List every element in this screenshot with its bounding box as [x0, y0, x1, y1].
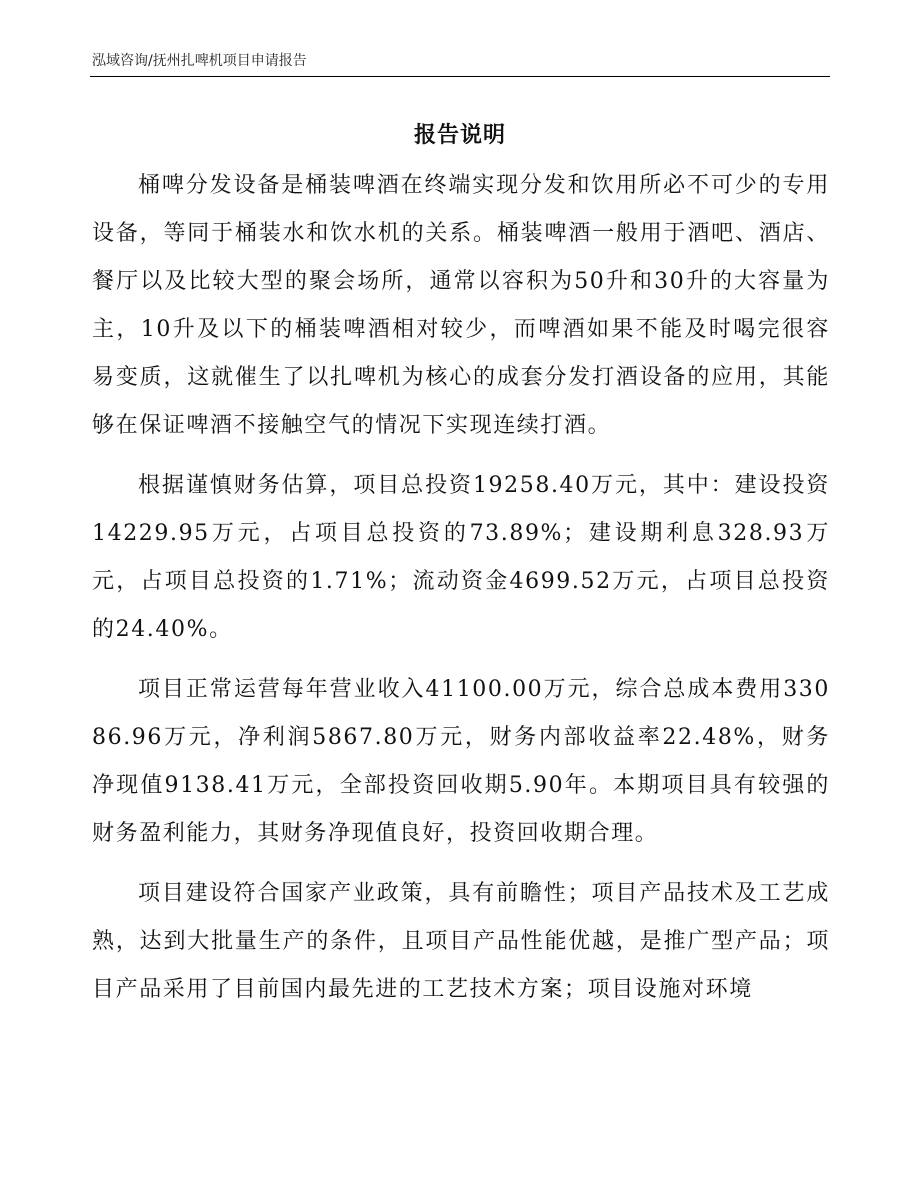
paragraph-operations: 项目正常运营每年营业收入41100.00万元，综合总成本费用33086.96万元，净利润5867.80万元，财务内部收益率22.48%，财务净现值9138.41万元，全部投资回收期5.90年。本期项目具有较强的财务盈利能力，其财务净现值良好，投资回收期合理。	[92, 677, 830, 846]
paragraph-investment: 根据谨慎财务估算，项目总投资19258.40万元，其中：建设投资14229.95万元，占项目总投资的73.89%；建设期利息328.93万元，占项目总投资的1.71%；流动资金4699.52万元，占项目总投资的24.40%。	[92, 473, 830, 642]
document-body	[92, 162, 830, 1026]
header-divider	[90, 76, 830, 77]
paragraph-policy: 项目建设符合国家产业政策，具有前瞻性；项目产品技术及工艺成熟，达到大批量生产的条件，且项目产品性能优越，是推广型产品；项目产品采用了目前国内最先进的工艺技术方案；项目设施对环境	[92, 881, 830, 1002]
paragraph-equipment-intro: 桶啤分发设备是桶装啤酒在终端实现分发和饮用所必不可少的专用设备，等同于桶装水和饮水机的关系。桶装啤酒一般用于酒吧、酒店、餐厅以及比较大型的聚会场所，通常以容积为50升和30升的大容量为主，10升及以下的桶装啤酒相对较少，而啤酒如果不能及时喝完很容易变质，这就催生了以扎啤机为核心的成套分发打酒设备的应用，其能够在保证啤酒不接触空气的情况下实现连续打酒。	[92, 173, 830, 438]
page-title: 报告说明	[413, 123, 506, 148]
running-header: 泓域咨询/抚州扎啤机项目申请报告	[92, 53, 307, 69]
